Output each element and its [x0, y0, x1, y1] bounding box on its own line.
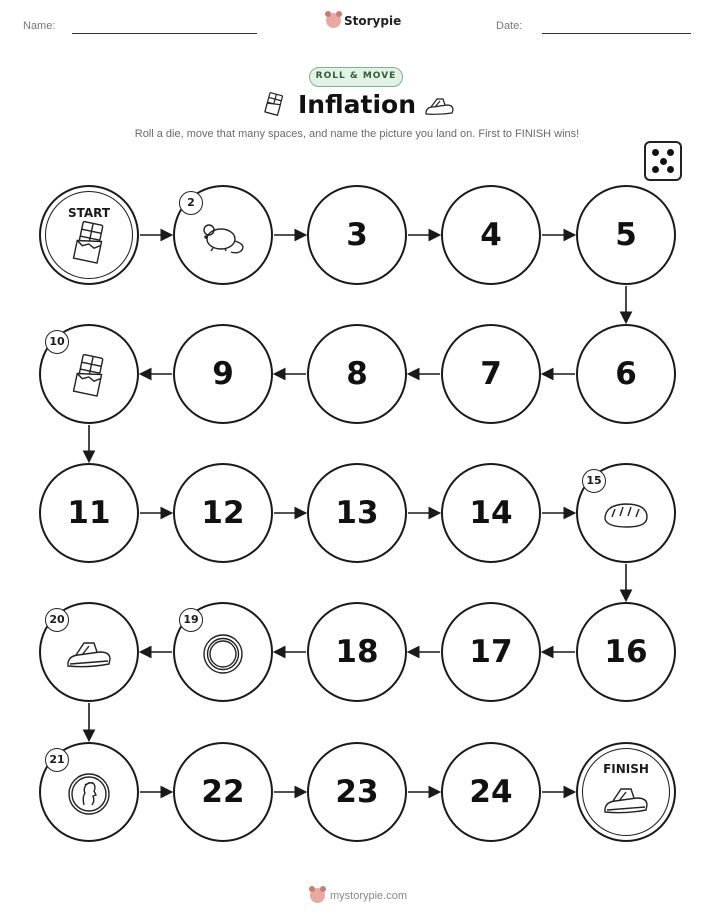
board-space: [39, 742, 139, 842]
activity-badge: ROLL & MOVE: [309, 67, 403, 87]
board-space: [307, 324, 407, 424]
space-number: 7: [480, 356, 502, 392]
board-space: [39, 324, 139, 424]
board-space: [307, 742, 407, 842]
space-number: 6: [615, 356, 637, 392]
footer: [310, 888, 407, 903]
space-number-badge: 19: [179, 608, 203, 632]
space-number: 14: [469, 495, 513, 531]
board-space: [441, 185, 541, 285]
board-space: [576, 185, 676, 285]
space-number: 16: [604, 634, 648, 670]
name-label: Name:: [23, 20, 56, 32]
board-space: [441, 742, 541, 842]
footer-url[interactable]: mystorypie.com: [330, 889, 408, 902]
space-number: 17: [469, 634, 513, 670]
board-space: [576, 324, 676, 424]
space-number: 9: [212, 356, 234, 392]
board-space: [307, 185, 407, 285]
board-space: [173, 742, 273, 842]
date-label: Date:: [496, 20, 523, 32]
space-number: 8: [346, 356, 368, 392]
space-number-badge: 15: [582, 469, 606, 493]
board-space: [173, 185, 273, 285]
space-number-badge: 2: [179, 191, 203, 215]
space-number: 3: [346, 217, 368, 253]
page-title: Inflation: [298, 90, 416, 119]
finish-label: FINISH: [603, 762, 649, 776]
start-label: START: [67, 206, 111, 220]
chocolate-bar-icon: [69, 352, 109, 404]
space-number: 12: [201, 495, 245, 531]
board-space: [173, 463, 273, 563]
board-space: [39, 602, 139, 702]
board-space: [307, 463, 407, 563]
coin-icon: [201, 632, 245, 680]
board-space: [576, 602, 676, 702]
sandal-icon: [601, 783, 651, 821]
space-number: 22: [201, 774, 245, 810]
board-space: [39, 463, 139, 563]
space-number: 13: [335, 495, 379, 531]
brand-name: Storypie: [344, 13, 402, 28]
start-space: [39, 185, 139, 285]
space-number-badge: 21: [45, 748, 69, 772]
finish-space: [576, 742, 676, 842]
space-number-badge: 20: [45, 608, 69, 632]
board-space: [441, 324, 541, 424]
space-number: 18: [335, 634, 379, 670]
space-number: 5: [615, 217, 637, 253]
chocolate-bar-icon: [69, 219, 109, 271]
board-space: [441, 463, 541, 563]
roman-coin-icon: [66, 771, 112, 821]
bear-icon: [310, 888, 325, 903]
space-number-badge: 10: [45, 330, 69, 354]
board-space: [576, 463, 676, 563]
bread-loaf-icon: [601, 499, 651, 535]
instructions: Roll a die, move that many spaces, and name the picture you land on. First to FINISH wins!: [134, 128, 580, 140]
space-number: 23: [335, 774, 379, 810]
sandal-icon: [64, 637, 114, 675]
space-number: 4: [480, 217, 502, 253]
board-space: [173, 602, 273, 702]
board-space: [173, 324, 273, 424]
board-space: [441, 602, 541, 702]
space-number: 24: [469, 774, 513, 810]
mouse-icon: [197, 219, 249, 259]
space-number: 11: [67, 495, 111, 531]
board-space: [307, 602, 407, 702]
